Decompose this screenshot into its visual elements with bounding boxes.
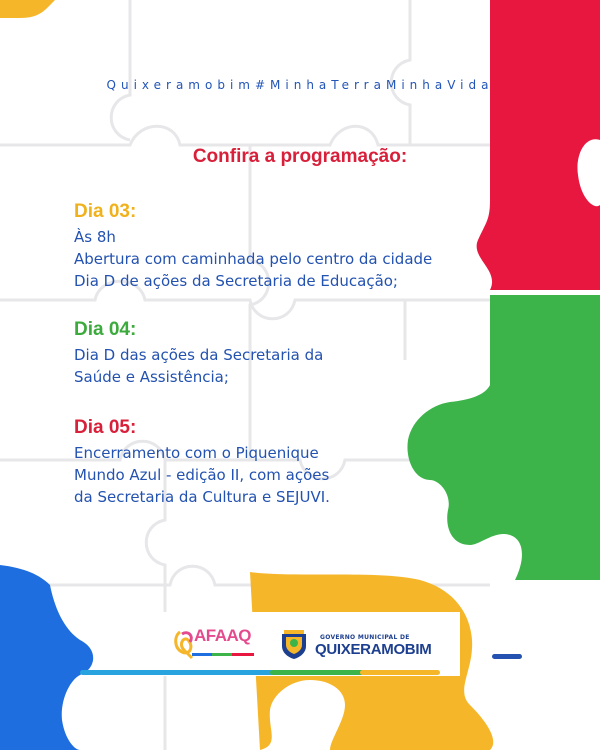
footer-logos	[172, 622, 442, 664]
blue-puzzle-piece	[0, 565, 93, 750]
afaaq-logo: AFAAQ	[194, 626, 251, 645]
day-05-line-3: da Secretaria da Cultura e SEJUVI.	[74, 488, 330, 506]
yellow-puzzle-piece-top	[0, 0, 55, 18]
day-03-line-2: Abertura com caminhada pelo centro da cidade	[74, 250, 433, 268]
blue-dash-accent	[492, 654, 522, 659]
day-05-line-2: Mundo Azul - edição II, com ações	[74, 466, 330, 484]
program-heading: Confira a programação:	[192, 146, 408, 167]
day-04-line-2: Saúde e Assistência;	[74, 368, 229, 386]
day-05-line-1: Encerramento com o Piquenique	[74, 444, 319, 462]
day-03-section	[74, 200, 494, 292]
day-03-line-1: Às 8h	[74, 228, 116, 246]
day-05-title: Dia 05:	[74, 417, 137, 438]
day-04-line-1: Dia D das ações da Secretaria da	[74, 346, 324, 364]
day-05-section	[74, 416, 494, 508]
red-puzzle-piece	[477, 0, 600, 290]
government-label: GOVERNO MUNICIPAL DE	[320, 634, 410, 641]
municipal-crest-icon	[280, 628, 308, 660]
stripe-yellow	[360, 670, 440, 675]
day-04-title: Dia 04:	[74, 319, 137, 340]
day-03-line-3: Dia D de ações da Secretaria de Educação;	[74, 272, 398, 290]
hashtag-text: Quixeramobim#MinhaTerraMinhaVida	[106, 78, 494, 92]
quixeramobim-logo-text: QUIXERAMOBIM	[315, 641, 432, 658]
stripe-blue	[80, 670, 280, 675]
day-03-title: Dia 03:	[74, 201, 137, 222]
stripe-green	[270, 670, 370, 675]
day-04-section	[74, 318, 494, 388]
